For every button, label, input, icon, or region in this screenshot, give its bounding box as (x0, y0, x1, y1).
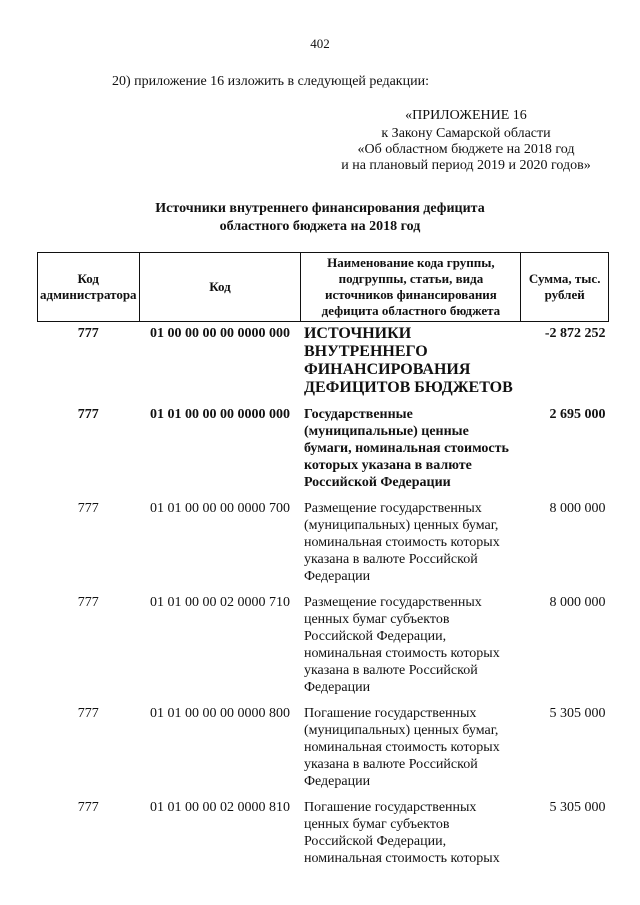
table-row (38, 702, 609, 796)
title-line-2: областного бюджета на 2018 год (219, 219, 421, 234)
table-header-row (38, 253, 609, 322)
cell-sum: 2 695 000 (549, 407, 606, 422)
header-name: Наименование кода группы, подгруппы, статьи, вида источников финансирования дефицита областного бюджета (301, 253, 521, 322)
document-title (0, 200, 640, 236)
cell-sum: 5 305 000 (549, 706, 606, 721)
cell-code: 01 01 00 00 02 0000 810 (150, 800, 291, 815)
cell-code: 01 01 00 00 00 0000 800 (150, 706, 291, 721)
table-row (38, 796, 609, 873)
cell-code: 01 01 00 00 00 0000 700 (150, 501, 291, 516)
cell-name: ИСТОЧНИКИ ВНУТРЕННЕГО ФИНАНСИРОВАНИЯ ДЕФИЦИТОВ БЮДЖЕТОВ (303, 325, 513, 396)
cell-sum: 8 000 000 (549, 595, 606, 610)
cell-admin: 777 (77, 800, 99, 815)
table-row (38, 497, 609, 591)
sources-table (37, 252, 609, 873)
appendix-line-2: к Закону Самарской области (381, 126, 551, 141)
cell-code: 01 01 00 00 00 0000 000 (150, 407, 291, 422)
cell-admin: 777 (77, 501, 99, 516)
cell-admin: 777 (77, 595, 99, 610)
cell-name: Размещение государственных ценных бумаг субъектов Российской Федерации, номинальная стоимость которых указана в валюте Российской Федерации (303, 595, 500, 695)
intro-text: 20) приложение 16 изложить в следующей редакции: (112, 74, 429, 89)
appendix-line-3: «Об областном бюджете на 2018 год (357, 142, 575, 157)
cell-admin: 777 (77, 407, 99, 422)
table-row (38, 591, 609, 702)
cell-sum: 5 305 000 (549, 800, 606, 815)
cell-admin: 777 (77, 326, 99, 341)
page-number: 402 (310, 36, 330, 51)
cell-admin: 777 (77, 706, 99, 721)
cell-name: Погашение государственных ценных бумаг субъектов Российской Федерации, номинальная стоимость которых (303, 800, 500, 866)
appendix-line-4: и на плановый период 2019 и 2020 годов» (341, 158, 591, 173)
header-sum: Сумма, тыс. рублей (521, 253, 609, 322)
cell-name: Государственные (муниципальные) ценные бумаги, номинальная стоимость которых указана в валюте Российской Федерации (303, 407, 509, 490)
header-admin-code: Код администратора (38, 253, 140, 322)
cell-sum: -2 872 252 (544, 326, 606, 341)
cell-code: 01 00 00 00 00 0000 000 (150, 326, 291, 341)
cell-code: 01 01 00 00 02 0000 710 (150, 595, 291, 610)
appendix-header (330, 108, 602, 174)
cell-name: Погашение государственных (муниципальных) ценных бумаг, номинальная стоимость которых указана в валюте Российской Федерации (303, 706, 500, 789)
appendix-line-1: «ПРИЛОЖЕНИЕ 16 (405, 108, 527, 123)
title-line-1: Источники внутреннего финансирования дефицита (155, 201, 485, 216)
header-code: Код (139, 253, 301, 322)
table-row (38, 403, 609, 497)
cell-name: Размещение государственных (муниципальных) ценных бумаг, номинальная стоимость которых указана в валюте Российской Федерации (303, 501, 500, 584)
table-row (38, 322, 609, 404)
cell-sum: 8 000 000 (549, 501, 606, 516)
